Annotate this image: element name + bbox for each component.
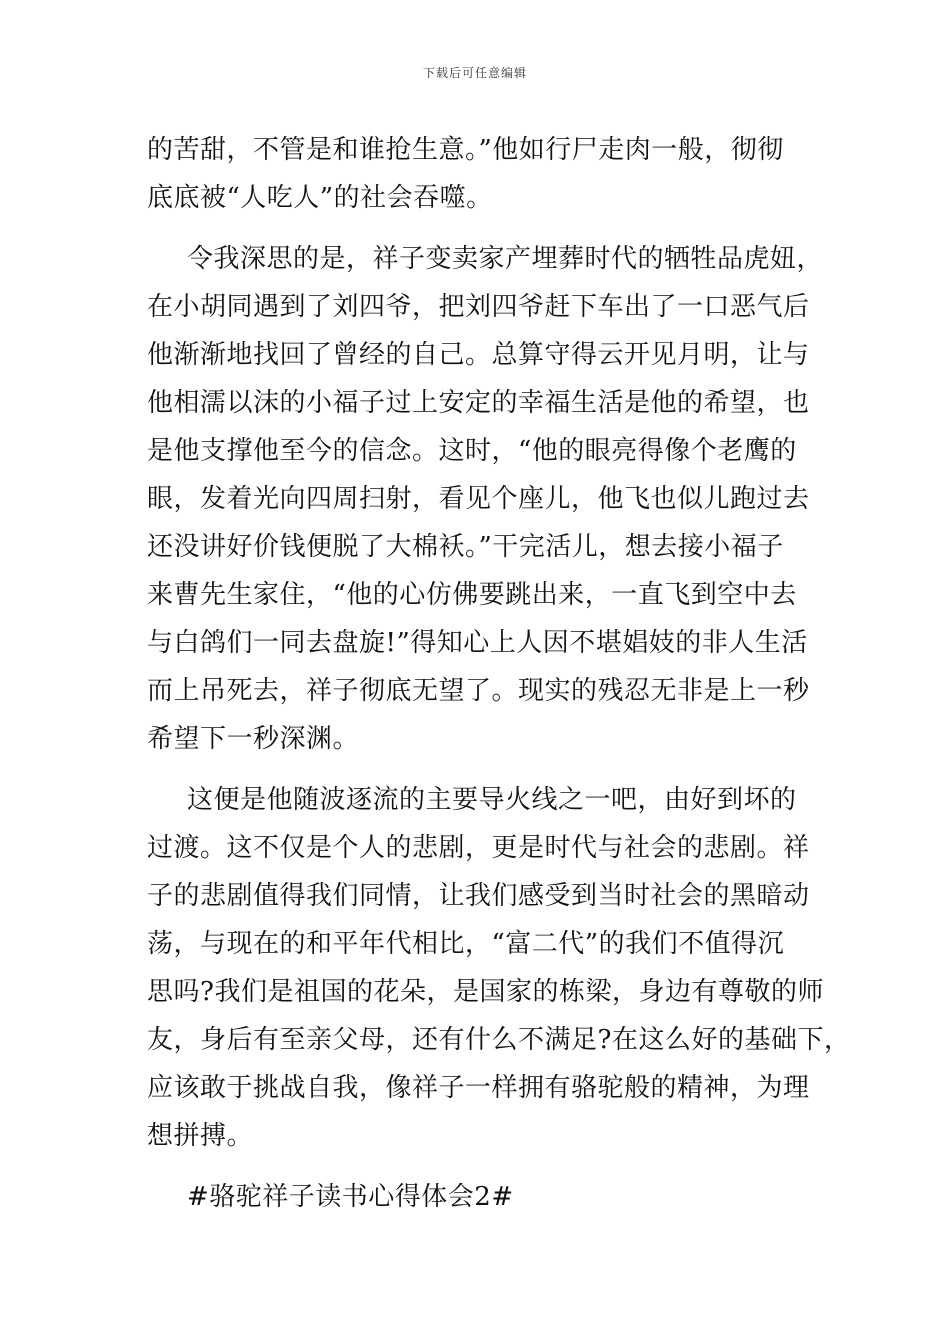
text-line: 来曹先生家住，“他的心仿佛要跳出来，一直飞到空中去 [147, 580, 797, 610]
text-line: 与白鸽们一同去盘旋!”得知心上人因不堪娼妓的非人生活 [147, 628, 808, 658]
text-line: 希望下一秒深渊。 [147, 724, 360, 754]
paragraph [147, 126, 817, 222]
text-line: 底底被“人吃人”的社会吞噬。 [147, 183, 493, 213]
document-body [147, 126, 851, 1221]
section-heading: #骆驼祥子读书心得体会2# [187, 1182, 514, 1212]
text-line: 在小胡同遇到了刘四爷，把刘四爷赶下车出了一口恶气后 [147, 292, 810, 322]
text-line: 子的悲剧值得我们同情，让我们感受到当时社会的黑暗动 [147, 881, 810, 911]
header-note: 下载后可任意编辑 [422, 66, 527, 80]
text-line: 想拼搏。 [147, 1121, 254, 1151]
paragraph [147, 776, 851, 1160]
text-line: 应该敢于挑战自我，像祥子一样拥有骆驼般的精神，为理 [147, 1073, 810, 1103]
text-line: 过渡。这不仅是个人的悲剧，更是时代与社会的悲剧。祥 [147, 833, 810, 863]
text-line: 他相濡以沫的小福子过上安定的幸福生活是他的希望，也 [147, 388, 810, 418]
text-line: 还没讲好价钱便脱了大棉袄。”干完活儿，想去接小福子 [147, 532, 784, 562]
text-line: 令我深思的是，祥子变卖家产埋葬时代的牺牲品虎妞， [187, 244, 824, 274]
text-line: 荡，与现在的和平年代相比，“富二代”的我们不值得沉 [147, 929, 785, 959]
text-line: 他渐渐地找回了曾经的自己。总算守得云开见月明，让与 [147, 340, 810, 370]
text-line: 眼，发着光向四周扫射，看见个座儿，他飞也似儿跑过去 [147, 484, 810, 514]
text-line: 是他支撑他至今的信念。这时，“他的眼亮得像个老鹰的 [147, 436, 797, 466]
paragraph [147, 235, 824, 763]
text-line: 的苦甜，不管是和谁抢生意。”他如行尸走肉一般，彻彻 [147, 135, 784, 165]
text-line: 思吗?我们是祖国的花朵，是国家的栋梁，身边有尊敬的师 [147, 977, 824, 1007]
text-line: 而上吊死去，祥子彻底无望了。现实的残忍无非是上一秒 [147, 676, 810, 706]
text-line: 友，身后有至亲父母，还有什么不满足?在这么好的基础下， [147, 1025, 851, 1055]
text-line: 这便是他随波逐流的主要导火线之一吧，由好到坏的 [187, 785, 797, 815]
